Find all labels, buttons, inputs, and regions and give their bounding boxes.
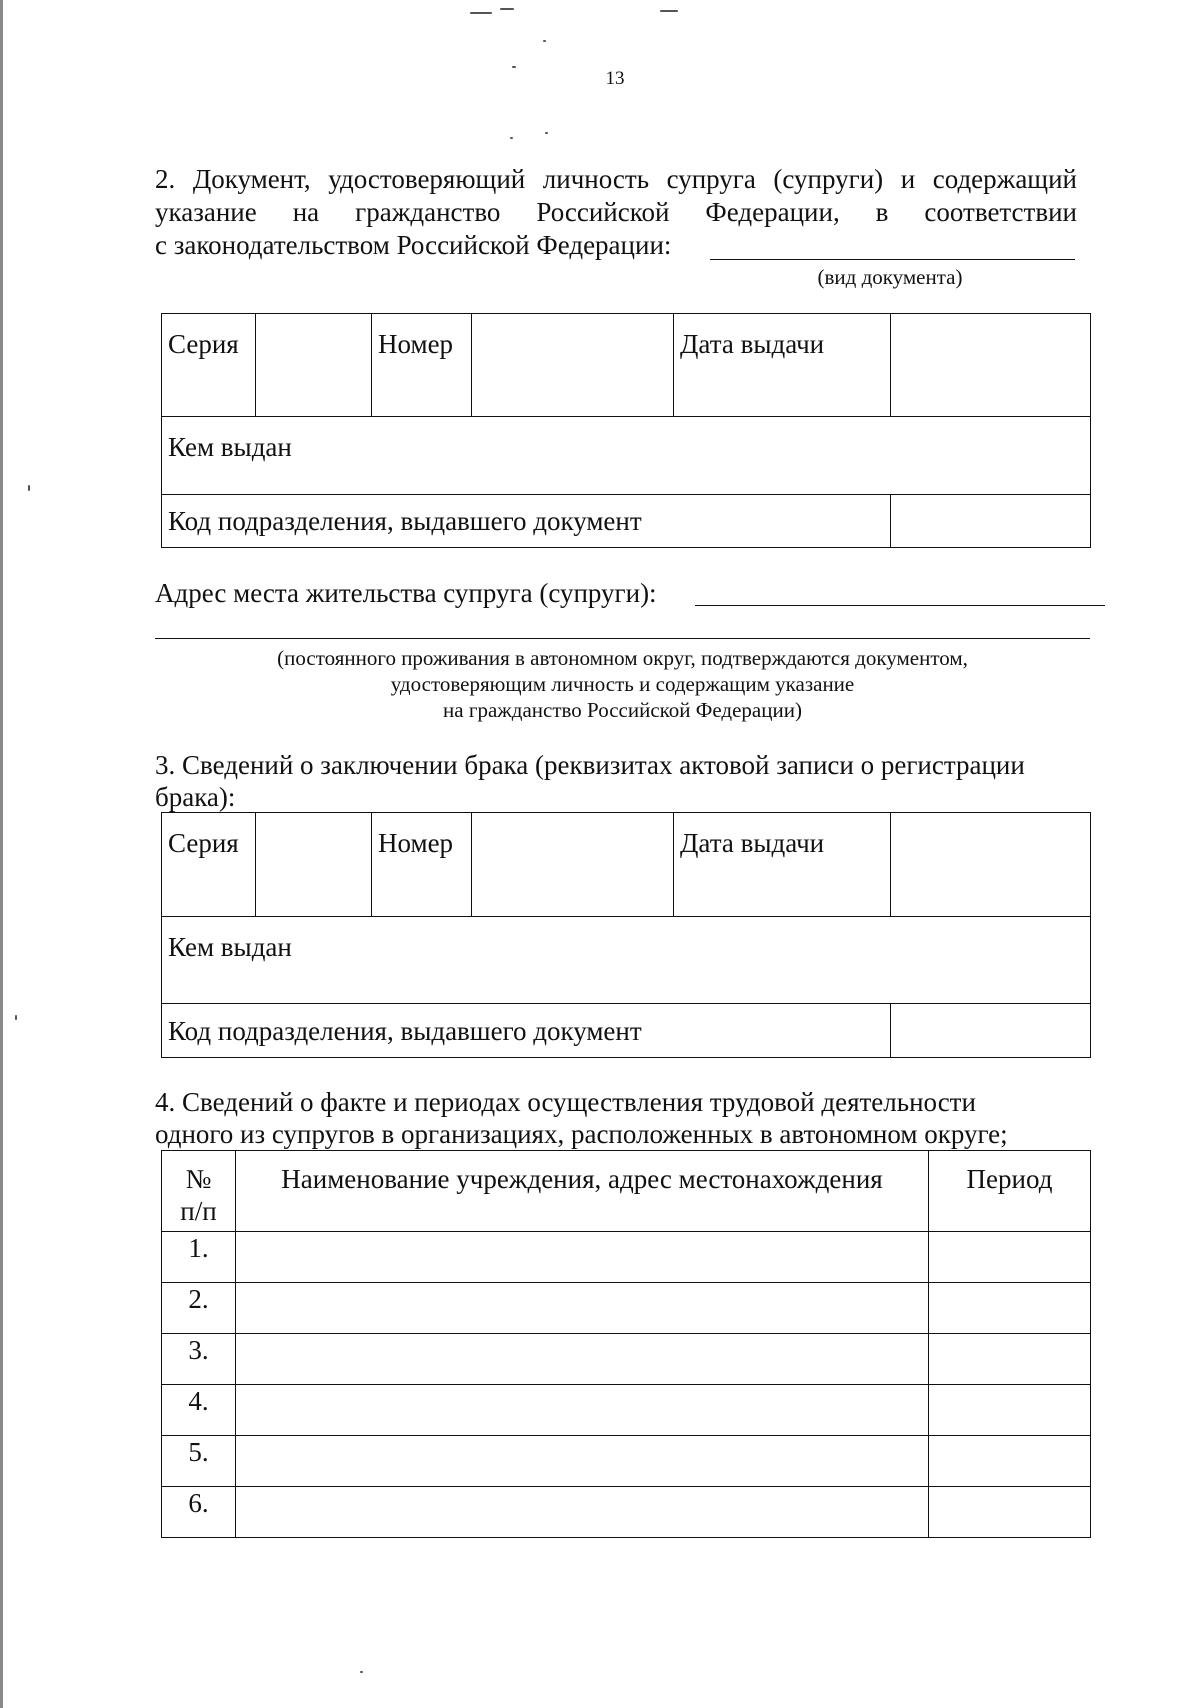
number-field[interactable] [472,813,674,917]
series-label: Серия [162,314,256,417]
row-number: 2. [162,1283,236,1334]
division-code-field[interactable] [891,495,1091,548]
period-column-header: Период [929,1151,1091,1232]
scan-speck [470,12,492,14]
table-row [162,1232,1091,1283]
scan-speck [360,1671,363,1673]
scan-speck [15,1015,17,1020]
period-field[interactable] [929,1436,1091,1487]
marriage-record-table [161,812,1091,1058]
division-code-label: Код подразделения, выдавшего документ [162,495,891,548]
institution-field[interactable] [236,1232,929,1283]
row-number: 6. [162,1487,236,1538]
section2-line1: 2. Документ, удостоверяющий личность супруга (супруги) и содержащий [155,164,1077,194]
issued-by-field[interactable] [162,917,1091,1004]
period-field[interactable] [929,1487,1091,1538]
series-field[interactable] [256,813,372,917]
number-column-header [162,1151,236,1232]
scan-speck [500,8,514,10]
section4-line2: одного из супругов в организациях, расположенных в автономном округе; [155,1119,1008,1149]
institution-column-header: Наименование учреждения, адрес местонахождения [236,1151,929,1232]
section3-line2: брака): [155,782,236,812]
table-row [162,1487,1091,1538]
period-field[interactable] [929,1283,1091,1334]
table-row [162,1436,1091,1487]
employment-table [161,1150,1091,1538]
issued-by-field[interactable] [162,417,1091,495]
division-code-label: Код подразделения, выдавшего документ [162,1004,891,1058]
scan-speck [545,132,548,134]
issue-date-field[interactable] [891,813,1091,917]
document-type-caption: (вид документа) [817,265,963,289]
address-caption-line2: удостоверяющим личность и содержащим указание [390,672,855,696]
row-number: 1. [162,1232,236,1283]
number-field[interactable] [472,314,674,417]
issued-by-label: Кем выдан [168,932,292,962]
scan-speck [660,10,678,12]
institution-field[interactable] [236,1436,929,1487]
address-field[interactable] [695,604,1105,606]
period-field[interactable] [929,1232,1091,1283]
issue-date-field[interactable] [891,314,1091,417]
scan-speck [510,137,513,139]
section4-line1: 4. Сведений о факте и периодах осуществления трудовой деятельности [155,1087,976,1117]
issued-by-label: Кем выдан [168,432,292,462]
number-column-header-line1: № [185,1164,212,1194]
document-type-field[interactable] [710,258,1075,260]
number-column-header-line2: п/п [180,1196,217,1226]
table-row [162,1283,1091,1334]
section2-line3: с законодательством Российской Федерации: [155,230,672,260]
address-field-line2[interactable] [155,637,1090,639]
scan-speck [543,40,546,42]
institution-field[interactable] [236,1487,929,1538]
address-label: Адрес места жительства супруга (супруги): [155,578,657,608]
table-row [162,1334,1091,1385]
table-row [162,1385,1091,1436]
row-number: 5. [162,1436,236,1487]
page-edge [0,0,3,1708]
section3-line1: 3. Сведений о заключении брака (реквизитах актовой записи о регистрации [155,750,1025,780]
issue-date-label: Дата выдачи [674,314,891,417]
period-field[interactable] [929,1385,1091,1436]
institution-field[interactable] [236,1385,929,1436]
address-caption-line3: на гражданство Российской Федерации) [443,698,802,722]
issue-date-label: Дата выдачи [674,813,891,917]
institution-field[interactable] [236,1283,929,1334]
series-field[interactable] [256,314,372,417]
number-label: Номер [372,813,472,917]
row-number: 4. [162,1385,236,1436]
address-caption-line1: (постоянного проживания в автономном округ, подтверждаются документом, [277,646,968,670]
period-field[interactable] [929,1334,1091,1385]
row-number: 3. [162,1334,236,1385]
scan-speck [28,485,30,491]
series-label: Серия [162,813,256,917]
page-number: 13 [605,68,625,89]
section2-line2: указание на гражданство Российской Федерации, в соответствии [155,197,1077,227]
institution-field[interactable] [236,1334,929,1385]
number-label: Номер [372,314,472,417]
division-code-field[interactable] [891,1004,1091,1058]
identity-document-table [161,313,1091,548]
